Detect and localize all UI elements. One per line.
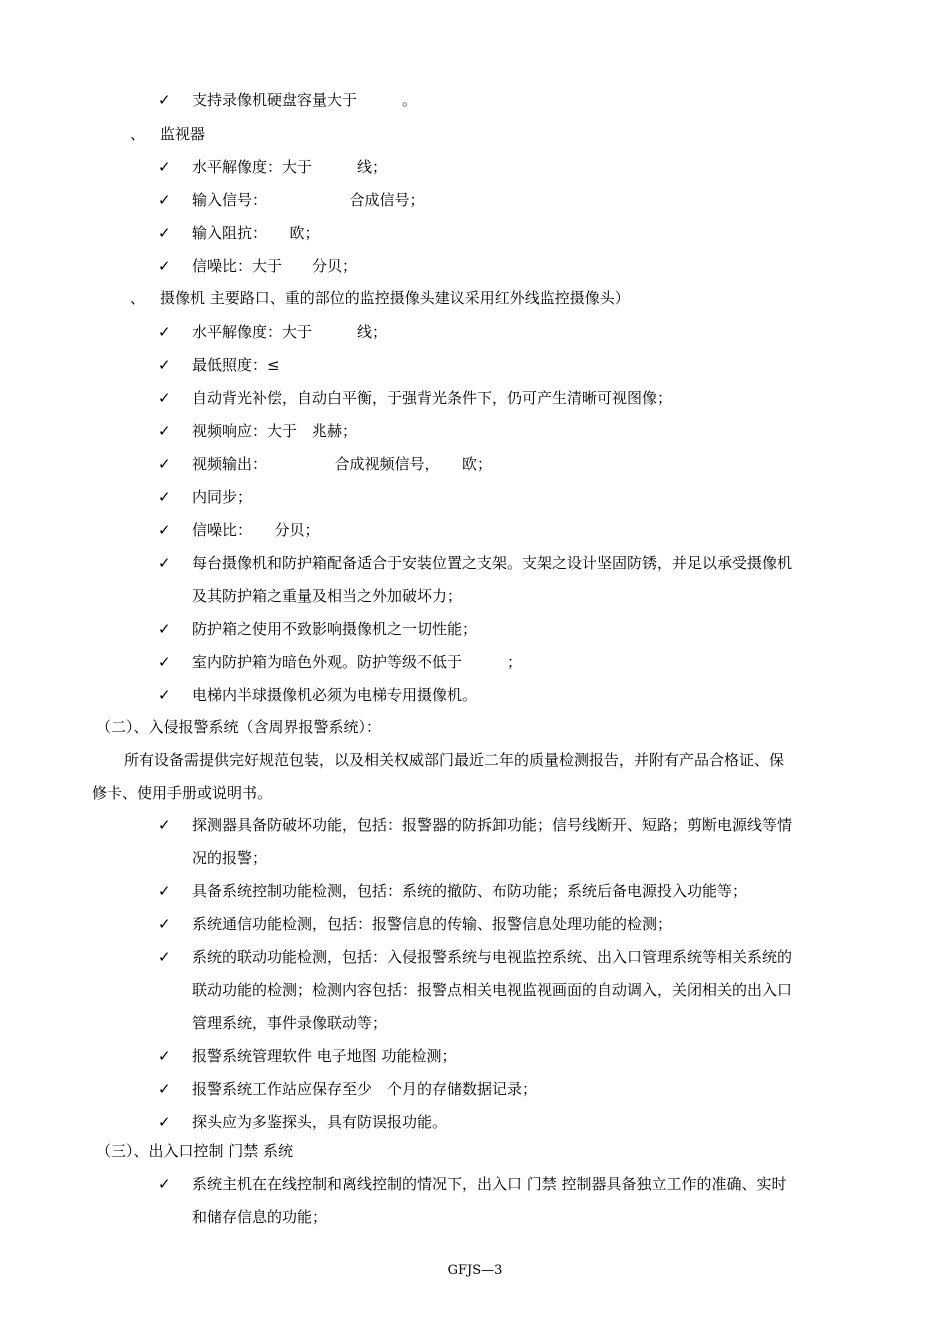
bullet-item-text: 输入信号： 合成信号； bbox=[192, 191, 425, 209]
bullet-item-text: 具备系统控制功能检测，包括：系统的撤防、布防功能；系统后备电源投入功能等； bbox=[192, 882, 748, 900]
check-icon: ✓ bbox=[158, 620, 171, 638]
check-icon: ✓ bbox=[158, 948, 171, 966]
check-icon: ✓ bbox=[158, 91, 171, 109]
check-icon: ✓ bbox=[158, 389, 171, 407]
body-paragraph-line: 所有设备需提供完好规范包装，以及相关权威部门最近二年的质量检测报告，并附有产品合格证、保 bbox=[124, 751, 785, 769]
section-heading: （三）、出入口控制 门禁 系统 bbox=[96, 1142, 294, 1160]
bullet-item-text: 支持录像机硬盘容量大于 。 bbox=[192, 91, 418, 109]
check-icon: ✓ bbox=[158, 323, 171, 341]
subsection-heading bbox=[130, 288, 630, 308]
check-icon: ✓ bbox=[158, 686, 171, 704]
page-footer: GFJS—3 bbox=[447, 1263, 503, 1278]
subsection-title: 摄像机 主要路口、重的部位的监控摄像头建议采用红外线监控摄像头） bbox=[160, 289, 630, 307]
bullet-item-text: 信噪比： 分贝； bbox=[192, 521, 320, 539]
bullet-continuation-text: 况的报警； bbox=[192, 849, 268, 867]
bullet-item-text: 信噪比：大于 分贝； bbox=[192, 257, 358, 275]
bullet-continuation-text: 及其防护箱之重量及相当之外加破坏力； bbox=[192, 587, 463, 605]
bullet-item-text: 最低照度：≤ bbox=[192, 356, 280, 374]
bullet-item-text: 系统的联动功能检测，包括：入侵报警系统与电视监控系统、出入口管理系统等相关系统的 bbox=[192, 948, 793, 966]
subsection-heading bbox=[130, 124, 205, 144]
bullet-item-text: 视频输出： 合成视频信号， 欧； bbox=[192, 455, 493, 473]
bullet-item-text: 每台摄像机和防护箱配备适合于安装位置之支架。支架之设计坚固防锈，并足以承受摄像机 bbox=[192, 554, 793, 572]
check-icon: ✓ bbox=[158, 356, 171, 374]
check-icon: ✓ bbox=[158, 915, 171, 933]
check-icon: ✓ bbox=[158, 257, 171, 275]
bullet-item-text: 报警系统工作站应保存至少 个月的存储数据记录； bbox=[192, 1080, 538, 1098]
section-heading: （二）、入侵报警系统（含周界报警系统）： bbox=[96, 718, 382, 736]
check-icon: ✓ bbox=[158, 1080, 171, 1098]
check-icon: ✓ bbox=[158, 1113, 171, 1131]
bullet-item-text: 室内防护箱为暗色外观。防护等级不低于 ； bbox=[192, 653, 523, 671]
subsection-marker: 、 bbox=[130, 289, 146, 307]
check-icon: ✓ bbox=[158, 158, 171, 176]
bullet-item-text: 系统主机在在线控制和离线控制的情况下，出入口 门禁 控制器具备独立工作的准确、实时 bbox=[192, 1175, 787, 1193]
bullet-item-text: 输入阻抗： 欧； bbox=[192, 224, 320, 242]
bullet-continuation-text: 和储存信息的功能； bbox=[192, 1208, 328, 1226]
bullet-item-text: 防护箱之使用不致影响摄像机之一切性能； bbox=[192, 620, 478, 638]
check-icon: ✓ bbox=[158, 191, 171, 209]
check-icon: ✓ bbox=[158, 1047, 171, 1065]
check-icon: ✓ bbox=[158, 224, 171, 242]
bullet-item-text: 水平解像度：大于 线； bbox=[192, 323, 388, 341]
check-icon: ✓ bbox=[158, 521, 171, 539]
subsection-marker: 、 bbox=[130, 125, 146, 143]
bullet-item-text: 探测器具备防破坏功能，包括：报警器的防拆卸功能；信号线断开、短路；剪断电源线等情 bbox=[192, 816, 793, 834]
check-icon: ✓ bbox=[158, 455, 171, 473]
subsection-title: 监视器 bbox=[160, 125, 206, 143]
bullet-item-text: 自动背光补偿，自动白平衡，于强背光条件下，仍可产生清晰可视图像； bbox=[192, 389, 673, 407]
body-paragraph-line: 修卡、使用手册或说明书。 bbox=[92, 784, 273, 802]
check-icon: ✓ bbox=[158, 554, 171, 572]
check-icon: ✓ bbox=[158, 816, 171, 834]
bullet-item-text: 报警系统管理软件 电子地图 功能检测； bbox=[192, 1047, 457, 1065]
bullet-item-text: 探头应为多鉴探头，具有防误报功能。 bbox=[192, 1113, 448, 1131]
check-icon: ✓ bbox=[158, 653, 171, 671]
bullet-item-text: 视频响应：大于 兆赫； bbox=[192, 422, 358, 440]
bullet-item-text: 电梯内半球摄像机必须为电梯专用摄像机。 bbox=[192, 686, 478, 704]
check-icon: ✓ bbox=[158, 422, 171, 440]
check-icon: ✓ bbox=[158, 1175, 171, 1193]
bullet-continuation-text: 管理系统，事件录像联动等； bbox=[192, 1014, 388, 1032]
check-icon: ✓ bbox=[158, 488, 171, 506]
check-icon: ✓ bbox=[158, 882, 171, 900]
bullet-item-text: 水平解像度：大于 线； bbox=[192, 158, 388, 176]
bullet-item-text: 内同步； bbox=[192, 488, 253, 506]
bullet-item-text: 系统通信功能检测，包括：报警信息的传输、报警信息处理功能的检测； bbox=[192, 915, 673, 933]
bullet-continuation-text: 联动功能的检测；检测内容包括：报警点相关电视监视画面的自动调入，关闭相关的出入口 bbox=[192, 981, 793, 999]
